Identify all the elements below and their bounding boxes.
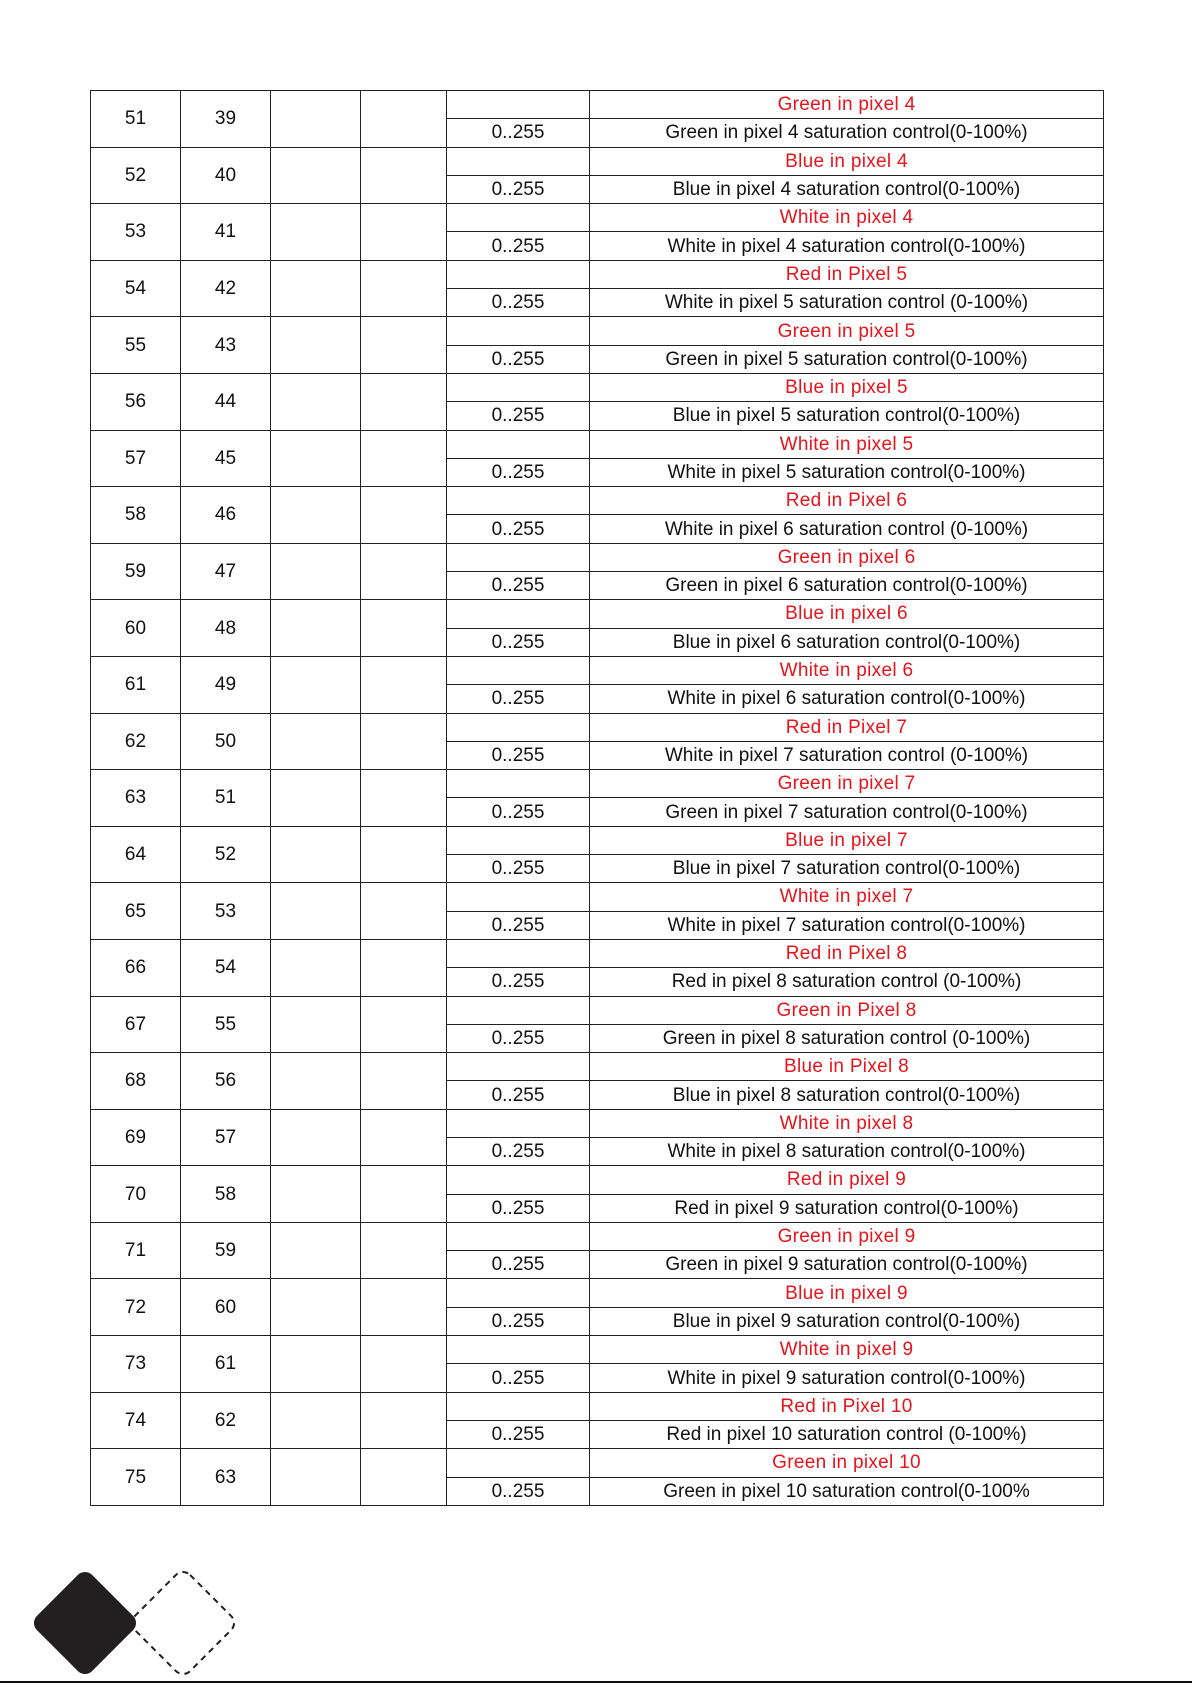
function-description: Blue in pixel 6 saturation control(0-100%)	[590, 628, 1104, 656]
channel-number-a: 58	[91, 487, 181, 544]
empty-cell	[361, 600, 447, 657]
range-empty-cell	[447, 1222, 590, 1250]
empty-cell	[361, 996, 447, 1053]
table-row	[91, 260, 1104, 288]
function-title: Blue in pixel 4	[590, 147, 1104, 175]
channel-number-a: 72	[91, 1279, 181, 1336]
range-empty-cell	[447, 373, 590, 401]
table-row	[91, 543, 1104, 571]
range-empty-cell	[447, 996, 590, 1024]
empty-cell	[271, 147, 361, 204]
channel-number-b: 56	[181, 1053, 271, 1110]
table-row	[91, 996, 1104, 1024]
function-description: White in pixel 6 saturation control(0-100%)	[590, 685, 1104, 713]
function-title: Green in pixel 4	[590, 91, 1104, 119]
function-description: Green in pixel 8 saturation control (0-100%)	[590, 1024, 1104, 1052]
channel-number-b: 52	[181, 826, 271, 883]
empty-cell	[271, 1449, 361, 1506]
function-description: Green in pixel 4 saturation control(0-100%)	[590, 119, 1104, 147]
range-empty-cell	[447, 147, 590, 175]
channel-number-a: 62	[91, 713, 181, 770]
channel-number-b: 58	[181, 1166, 271, 1223]
value-range: 0..255	[447, 402, 590, 430]
empty-cell	[361, 147, 447, 204]
table-row	[91, 1279, 1104, 1307]
empty-cell	[361, 487, 447, 544]
empty-cell	[271, 600, 361, 657]
table-row	[91, 1053, 1104, 1081]
channel-number-a: 53	[91, 204, 181, 261]
function-description: Blue in pixel 7 saturation control(0-100%)	[590, 855, 1104, 883]
function-title: Red in Pixel 6	[590, 487, 1104, 515]
value-range: 0..255	[447, 1194, 590, 1222]
channel-number-b: 61	[181, 1336, 271, 1393]
range-empty-cell	[447, 826, 590, 854]
empty-cell	[271, 1053, 361, 1110]
table-row	[91, 1392, 1104, 1420]
function-title: Green in Pixel 8	[590, 996, 1104, 1024]
empty-cell	[271, 1222, 361, 1279]
channel-number-a: 51	[91, 91, 181, 148]
range-empty-cell	[447, 487, 590, 515]
empty-cell	[361, 1449, 447, 1506]
table-row	[91, 770, 1104, 798]
channel-number-a: 55	[91, 317, 181, 374]
function-title: Blue in pixel 5	[590, 373, 1104, 401]
function-title: White in pixel 4	[590, 204, 1104, 232]
channel-number-b: 59	[181, 1222, 271, 1279]
empty-cell	[361, 656, 447, 713]
empty-cell	[361, 770, 447, 827]
empty-cell	[361, 713, 447, 770]
function-description: White in pixel 8 saturation control(0-100%)	[590, 1137, 1104, 1165]
function-description: Red in pixel 10 saturation control (0-100%)	[590, 1420, 1104, 1448]
value-range: 0..255	[447, 345, 590, 373]
value-range: 0..255	[447, 515, 590, 543]
function-description: White in pixel 5 saturation control(0-100%)	[590, 458, 1104, 486]
function-description: Blue in pixel 9 saturation control(0-100%)	[590, 1307, 1104, 1335]
function-description: White in pixel 6 saturation control (0-100%)	[590, 515, 1104, 543]
function-description: Green in pixel 10 saturation control(0-100%	[590, 1477, 1104, 1505]
function-title: Blue in pixel 9	[590, 1279, 1104, 1307]
range-empty-cell	[447, 600, 590, 628]
channel-number-a: 59	[91, 543, 181, 600]
channel-number-a: 75	[91, 1449, 181, 1506]
empty-cell	[271, 883, 361, 940]
function-title: Red in Pixel 10	[590, 1392, 1104, 1420]
function-title: White in pixel 8	[590, 1109, 1104, 1137]
function-title: Blue in Pixel 8	[590, 1053, 1104, 1081]
empty-cell	[271, 260, 361, 317]
channel-number-b: 39	[181, 91, 271, 148]
empty-cell	[361, 1336, 447, 1393]
function-description: White in pixel 4 saturation control(0-100%)	[590, 232, 1104, 260]
function-title: White in pixel 9	[590, 1336, 1104, 1364]
table-row	[91, 939, 1104, 967]
dmx-channel-table-body	[91, 91, 1104, 1506]
function-description: Blue in pixel 8 saturation control(0-100%)	[590, 1081, 1104, 1109]
range-empty-cell	[447, 430, 590, 458]
table-row	[91, 317, 1104, 345]
channel-number-b: 60	[181, 1279, 271, 1336]
channel-number-a: 52	[91, 147, 181, 204]
diamond-logo-icon	[28, 1560, 248, 1685]
channel-number-a: 60	[91, 600, 181, 657]
empty-cell	[271, 317, 361, 374]
channel-number-a: 65	[91, 883, 181, 940]
channel-number-a: 57	[91, 430, 181, 487]
table-row	[91, 373, 1104, 401]
empty-cell	[271, 487, 361, 544]
table-row	[91, 1109, 1104, 1137]
function-description: Red in pixel 8 saturation control (0-100%)	[590, 968, 1104, 996]
empty-cell	[271, 939, 361, 996]
value-range: 0..255	[447, 911, 590, 939]
empty-cell	[271, 770, 361, 827]
dmx-channel-table	[90, 90, 1104, 1506]
channel-number-a: 54	[91, 260, 181, 317]
table-row	[91, 204, 1104, 232]
range-empty-cell	[447, 543, 590, 571]
empty-cell	[271, 373, 361, 430]
channel-number-a: 70	[91, 1166, 181, 1223]
range-empty-cell	[447, 1053, 590, 1081]
function-title: Green in pixel 10	[590, 1449, 1104, 1477]
range-empty-cell	[447, 1279, 590, 1307]
value-range: 0..255	[447, 1251, 590, 1279]
range-empty-cell	[447, 1449, 590, 1477]
function-title: Blue in pixel 7	[590, 826, 1104, 854]
value-range: 0..255	[447, 1307, 590, 1335]
channel-number-a: 66	[91, 939, 181, 996]
function-description: White in pixel 9 saturation control(0-100%)	[590, 1364, 1104, 1392]
range-empty-cell	[447, 770, 590, 798]
empty-cell	[271, 713, 361, 770]
function-title: Red in Pixel 5	[590, 260, 1104, 288]
channel-number-b: 48	[181, 600, 271, 657]
empty-cell	[271, 1166, 361, 1223]
function-description: Blue in pixel 5 saturation control(0-100%)	[590, 402, 1104, 430]
empty-cell	[271, 1109, 361, 1166]
range-empty-cell	[447, 1392, 590, 1420]
table-row	[91, 883, 1104, 911]
range-empty-cell	[447, 713, 590, 741]
empty-cell	[361, 1109, 447, 1166]
empty-cell	[361, 1166, 447, 1223]
channel-number-a: 56	[91, 373, 181, 430]
function-title: White in pixel 7	[590, 883, 1104, 911]
function-description: White in pixel 7 saturation control(0-100%)	[590, 911, 1104, 939]
value-range: 0..255	[447, 1477, 590, 1505]
empty-cell	[271, 996, 361, 1053]
empty-cell	[361, 260, 447, 317]
range-empty-cell	[447, 1166, 590, 1194]
function-title: Red in pixel 9	[590, 1166, 1104, 1194]
function-title: Green in pixel 5	[590, 317, 1104, 345]
value-range: 0..255	[447, 175, 590, 203]
range-empty-cell	[447, 656, 590, 684]
value-range: 0..255	[447, 572, 590, 600]
value-range: 0..255	[447, 289, 590, 317]
value-range: 0..255	[447, 798, 590, 826]
table-row	[91, 1222, 1104, 1250]
channel-number-a: 63	[91, 770, 181, 827]
empty-cell	[361, 373, 447, 430]
range-empty-cell	[447, 204, 590, 232]
channel-number-a: 74	[91, 1392, 181, 1449]
channel-number-b: 41	[181, 204, 271, 261]
empty-cell	[271, 430, 361, 487]
function-description: White in pixel 7 saturation control (0-100%)	[590, 741, 1104, 769]
channel-number-b: 43	[181, 317, 271, 374]
channel-number-b: 55	[181, 996, 271, 1053]
channel-number-b: 47	[181, 543, 271, 600]
empty-cell	[271, 204, 361, 261]
empty-cell	[361, 1279, 447, 1336]
channel-number-a: 71	[91, 1222, 181, 1279]
function-title: Red in Pixel 7	[590, 713, 1104, 741]
channel-number-b: 62	[181, 1392, 271, 1449]
empty-cell	[361, 826, 447, 883]
channel-number-b: 42	[181, 260, 271, 317]
channel-number-b: 40	[181, 147, 271, 204]
channel-number-a: 68	[91, 1053, 181, 1110]
empty-cell	[361, 1053, 447, 1110]
table-row	[91, 1166, 1104, 1194]
function-description: Red in pixel 9 saturation control(0-100%)	[590, 1194, 1104, 1222]
channel-number-b: 54	[181, 939, 271, 996]
page-bottom-rule	[0, 1681, 1192, 1683]
value-range: 0..255	[447, 855, 590, 883]
range-empty-cell	[447, 91, 590, 119]
table-row	[91, 713, 1104, 741]
value-range: 0..255	[447, 741, 590, 769]
channel-number-b: 44	[181, 373, 271, 430]
empty-cell	[361, 317, 447, 374]
table-row	[91, 600, 1104, 628]
table-row	[91, 656, 1104, 684]
function-description: Blue in pixel 4 saturation control(0-100%)	[590, 175, 1104, 203]
function-description: Green in pixel 5 saturation control(0-100%)	[590, 345, 1104, 373]
empty-cell	[361, 204, 447, 261]
empty-cell	[271, 543, 361, 600]
function-title: Blue in pixel 6	[590, 600, 1104, 628]
function-description: Green in pixel 9 saturation control(0-100%)	[590, 1251, 1104, 1279]
channel-number-a: 61	[91, 656, 181, 713]
range-empty-cell	[447, 939, 590, 967]
empty-cell	[361, 1392, 447, 1449]
channel-number-b: 46	[181, 487, 271, 544]
value-range: 0..255	[447, 119, 590, 147]
channel-number-b: 49	[181, 656, 271, 713]
empty-cell	[361, 1222, 447, 1279]
value-range: 0..255	[447, 1024, 590, 1052]
range-empty-cell	[447, 260, 590, 288]
function-description: Green in pixel 7 saturation control(0-100%)	[590, 798, 1104, 826]
empty-cell	[361, 430, 447, 487]
table-row	[91, 147, 1104, 175]
empty-cell	[361, 91, 447, 148]
channel-number-b: 45	[181, 430, 271, 487]
value-range: 0..255	[447, 628, 590, 656]
range-empty-cell	[447, 317, 590, 345]
empty-cell	[361, 883, 447, 940]
function-title: White in pixel 6	[590, 656, 1104, 684]
empty-cell	[361, 543, 447, 600]
function-description: White in pixel 5 saturation control (0-100%)	[590, 289, 1104, 317]
function-title: Red in Pixel 8	[590, 939, 1104, 967]
function-title: Green in pixel 6	[590, 543, 1104, 571]
value-range: 0..255	[447, 458, 590, 486]
value-range: 0..255	[447, 1081, 590, 1109]
channel-number-b: 57	[181, 1109, 271, 1166]
empty-cell	[271, 1392, 361, 1449]
value-range: 0..255	[447, 232, 590, 260]
empty-cell	[271, 1279, 361, 1336]
empty-cell	[271, 91, 361, 148]
channel-number-b: 63	[181, 1449, 271, 1506]
table-row	[91, 430, 1104, 458]
table-row	[91, 826, 1104, 854]
function-title: Green in pixel 9	[590, 1222, 1104, 1250]
channel-number-a: 64	[91, 826, 181, 883]
value-range: 0..255	[447, 968, 590, 996]
channel-number-b: 50	[181, 713, 271, 770]
table-row	[91, 1449, 1104, 1477]
empty-cell	[361, 939, 447, 996]
table-row	[91, 1336, 1104, 1364]
empty-cell	[271, 1336, 361, 1393]
function-description: Green in pixel 6 saturation control(0-100%)	[590, 572, 1104, 600]
empty-cell	[271, 656, 361, 713]
value-range: 0..255	[447, 1137, 590, 1165]
value-range: 0..255	[447, 1420, 590, 1448]
channel-number-b: 53	[181, 883, 271, 940]
value-range: 0..255	[447, 1364, 590, 1392]
value-range: 0..255	[447, 685, 590, 713]
range-empty-cell	[447, 1336, 590, 1364]
channel-number-a: 67	[91, 996, 181, 1053]
function-title: White in pixel 5	[590, 430, 1104, 458]
table-row	[91, 91, 1104, 119]
channel-number-b: 51	[181, 770, 271, 827]
function-title: Green in pixel 7	[590, 770, 1104, 798]
empty-cell	[271, 826, 361, 883]
table-row	[91, 487, 1104, 515]
channel-number-a: 69	[91, 1109, 181, 1166]
channel-number-a: 73	[91, 1336, 181, 1393]
range-empty-cell	[447, 1109, 590, 1137]
range-empty-cell	[447, 883, 590, 911]
